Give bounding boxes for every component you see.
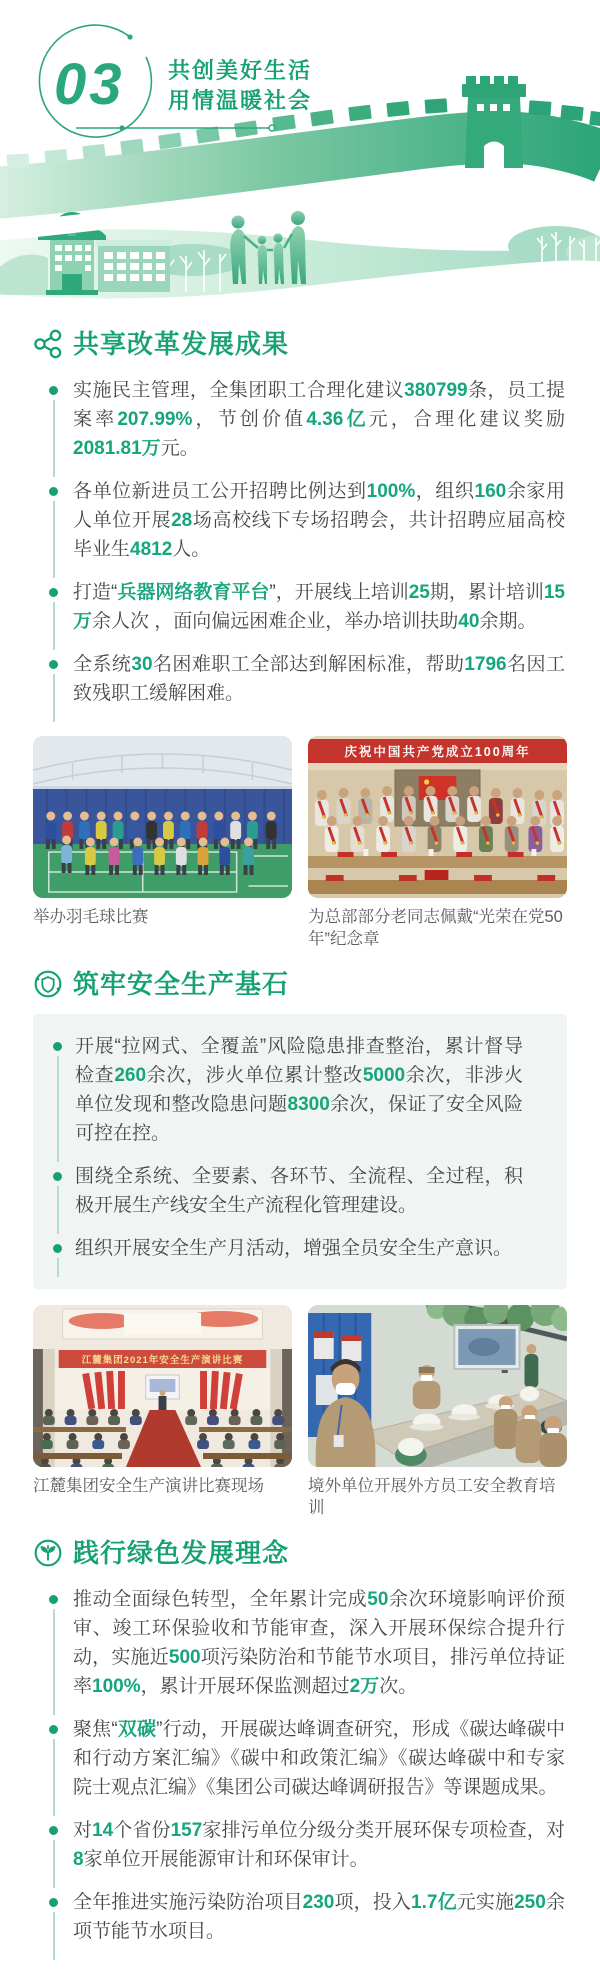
share-nodes-icon (33, 329, 63, 359)
chapter-title-line2: 用情温暖社会 (168, 88, 313, 113)
section-green-title (33, 1535, 567, 1571)
bullet-dot (53, 1244, 62, 1253)
section-title-text: 践行绿色发展理念 (73, 1538, 290, 1568)
section-title-text: 筑牢安全生产基石 (73, 969, 290, 999)
photo-speech-contest (33, 1305, 292, 1467)
section-share-reform-captions (33, 906, 567, 950)
bullet-text: 围绕全系统、全要素、各环节、全流程、全过程，积极开展生产线安全生产流程化管理建设。 (75, 1166, 523, 1216)
speech-banner-text: 江麓集团2021年安全生产演讲比赛 (81, 1355, 244, 1366)
bullet-dot (53, 1172, 62, 1181)
bullet-dot (49, 487, 58, 496)
bullet-marker (33, 1816, 73, 1888)
bullet-connector (57, 1258, 59, 1277)
watch-tower (462, 76, 526, 168)
overseas-training-scene (308, 1305, 567, 1467)
section-share-reform-title (33, 326, 567, 362)
photo-caption: 举办羽毛球比赛 (33, 908, 149, 926)
bullet-item (41, 1162, 551, 1234)
bullet-dot (49, 1595, 58, 1604)
bullet-dot (49, 1725, 58, 1734)
bullet-marker (41, 1032, 75, 1162)
anniversary-banner-text: 庆祝中国共产党成立100周年 (344, 745, 531, 759)
bullet-item (33, 477, 567, 578)
photo-caption: 江麓集团安全生产演讲比赛现场 (33, 1477, 264, 1495)
office-building (96, 240, 172, 292)
bullet-marker (33, 578, 73, 650)
photo-badminton-hall (33, 736, 292, 898)
bullet-item (33, 1888, 567, 1960)
section-safety-title (33, 966, 567, 1002)
bullet-text: 推动全面绿色转型，全年累计完成50余次环境影响评价预审、竣工环保验收和节能审查，深入开展环保综合提升行动，实施近500项污染防治和节能节水项目，排污单位持证率100%，累计开展环保监测超过2万次。 (73, 1589, 565, 1697)
bullet-text: 开展“拉网式、全覆盖”风险隐患排查整治，累计督导检查260余次，涉火单位累计整改5000余次，非涉火单位发现和整改隐患问题8300余次，保证了安全风险可控在控。 (75, 1036, 523, 1144)
bullet-dot (49, 660, 58, 669)
section-title-text: 共享改革发展成果 (73, 329, 290, 359)
bullet-dot (49, 588, 58, 597)
safety-highlight-box (33, 1014, 567, 1289)
bullet-dot (49, 1898, 58, 1907)
chapter-title-line1: 共创美好生活 (168, 58, 313, 83)
bullet-item (33, 1715, 567, 1816)
page-header (0, 0, 600, 310)
bullet-connector (53, 602, 55, 650)
section-share-reform-photos (33, 736, 567, 898)
anniversary-scene (308, 736, 567, 898)
bullet-marker (33, 650, 73, 722)
bullet-text: 组织开展安全生产月活动，增强全员安全生产意识。 (75, 1238, 513, 1259)
bullet-item (41, 1032, 551, 1162)
photo-caption: 境外单位开展外方员工安全教育培训 (308, 1477, 556, 1517)
bullet-connector (53, 1912, 55, 1960)
section-share-reform-bullets (33, 376, 567, 722)
bullet-text: 打造“兵器网络教育平台”，开展线上培训25期，累计培训15万余人次 ，面向偏远困难企业，举办培训扶助40余期。 (73, 582, 565, 632)
photo-caption: 为总部部分老同志佩戴“光荣在党50年”纪念章 (308, 908, 563, 948)
bullet-text: 全系统30名困难职工全部达到解困标准，帮助1796名因工致残职工缓解困难。 (73, 654, 565, 704)
bullet-connector (53, 1739, 55, 1816)
bullet-item (41, 1234, 551, 1277)
bullet-connector (57, 1186, 59, 1234)
chapter-badge (26, 24, 326, 164)
bullet-marker (41, 1234, 75, 1277)
bullet-dot (49, 1826, 58, 1835)
bullet-text: 聚焦“双碳”行动，开展碳达峰调查研究，形成《碳达峰碳中和行动方案汇编》《碳中和政策汇编》《碳达峰碳中和专家院士观点汇编》《集团公司碳达峰调研报告》等课题成果。 (73, 1719, 565, 1798)
photo-overseas-training (308, 1305, 567, 1467)
shield-circle-icon (33, 969, 63, 999)
bullet-marker (33, 477, 73, 578)
bullet-connector (53, 1840, 55, 1888)
bullet-text: 对14个省份157家排污单位分级分类开展环保专项检查，对8家单位开展能源审计和环保审计。 (73, 1820, 565, 1870)
bullet-text: 各单位新进员工公开招聘比例达到100%，组织160余家用人单位开展28场高校线下专场招聘会，共计招聘应届高校毕业生4812人。 (73, 481, 565, 560)
bullet-marker (33, 1585, 73, 1715)
sprout-circle-icon (33, 1538, 63, 1568)
photo-anniversary-ceremony (308, 736, 567, 898)
bullet-item (33, 1816, 567, 1888)
chapter-underline (76, 123, 278, 133)
bullet-text: 全年推进实施污染防治项目230项，投入1.7亿元实施250余项节能节水项目。 (73, 1892, 565, 1942)
section-green-bullets (33, 1585, 567, 1960)
bullet-connector (57, 1056, 59, 1162)
bullet-item (33, 376, 567, 477)
bullet-connector (53, 400, 55, 477)
badminton-scene (33, 736, 292, 898)
bullet-marker (33, 376, 73, 477)
bullet-text: 实施民主管理，全集团职工合理化建议380799条，员工提案率207.99%，节创价值4.36亿元，合理化建议奖励2081.81万元。 (73, 380, 565, 459)
bullet-dot (49, 386, 58, 395)
bullet-marker (41, 1162, 75, 1234)
bullet-item (33, 1585, 567, 1715)
section-safety-captions (33, 1475, 567, 1519)
bullet-item (33, 578, 567, 650)
bullet-connector (53, 1609, 55, 1715)
chapter-number: 03 (54, 52, 125, 117)
bullet-item (33, 650, 567, 722)
speech-contest-scene (33, 1305, 292, 1467)
bullet-marker (33, 1715, 73, 1816)
bullet-marker (33, 1888, 73, 1960)
bullet-connector (53, 501, 55, 578)
section-safety-photos (33, 1305, 567, 1467)
bullet-connector (53, 674, 55, 722)
bullet-dot (53, 1042, 62, 1051)
chapter-title (168, 56, 312, 116)
